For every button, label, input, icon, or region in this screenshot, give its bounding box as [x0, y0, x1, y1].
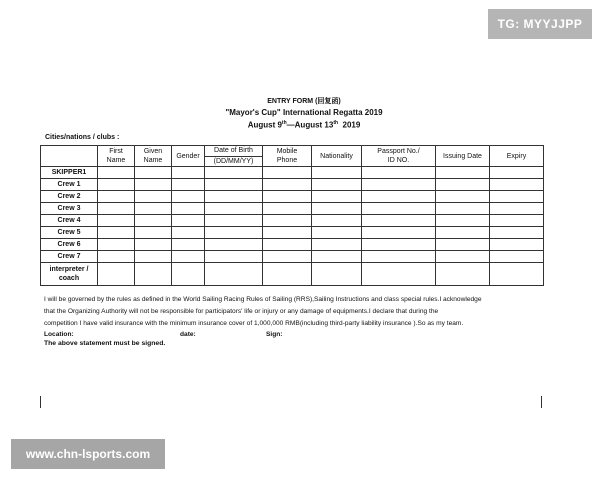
form-cell[interactable]	[205, 167, 263, 179]
form-cell[interactable]	[312, 251, 362, 263]
declaration-line: that the Organizing Authority will not be responsible for participators' life or injury or any damage of equipments.I declare that during the	[44, 307, 439, 315]
form-cell[interactable]	[205, 239, 263, 251]
table-row	[41, 167, 544, 179]
form-cell[interactable]	[135, 203, 172, 215]
form-cell[interactable]	[205, 251, 263, 263]
row-label: Crew 4	[41, 215, 98, 227]
form-cell[interactable]	[436, 203, 490, 215]
form-cell[interactable]	[436, 179, 490, 191]
table-row	[41, 263, 544, 286]
form-cell[interactable]	[205, 227, 263, 239]
header-blank	[41, 146, 98, 167]
form-cell[interactable]	[98, 167, 135, 179]
form-title: ENTRY FORM (回复函)	[267, 98, 341, 105]
form-cell[interactable]	[490, 239, 544, 251]
form-cell[interactable]	[135, 239, 172, 251]
form-cell[interactable]	[98, 203, 135, 215]
form-cell[interactable]	[263, 167, 312, 179]
form-cell[interactable]	[312, 203, 362, 215]
date-label: date:	[180, 331, 196, 338]
header-expiry: Expiry	[490, 146, 544, 167]
header-gender: Gender	[172, 146, 205, 167]
form-cell[interactable]	[205, 263, 263, 286]
declaration-line: competition I have valid insurance with the minimum insurance cover of 1,000,000 RMB(including third-party liability insurance ).So as my team.	[44, 319, 464, 327]
form-cell[interactable]	[135, 251, 172, 263]
form-cell[interactable]	[490, 215, 544, 227]
header-date-of-birth: Date of Birth (DD/MM/YY)	[205, 146, 263, 167]
form-cell[interactable]	[362, 227, 436, 239]
table-row	[41, 239, 544, 251]
form-cell[interactable]	[172, 179, 205, 191]
form-cell[interactable]	[312, 215, 362, 227]
form-cell[interactable]	[436, 215, 490, 227]
form-cell[interactable]	[135, 263, 172, 286]
form-cell[interactable]	[98, 239, 135, 251]
table-row	[41, 191, 544, 203]
form-cell[interactable]	[135, 179, 172, 191]
tg-watermark-badge: TG: MYYJJPP	[488, 9, 592, 39]
row-label-interpreter-coach: interpreter / coach	[41, 263, 98, 286]
table-row	[41, 179, 544, 191]
form-cell[interactable]	[436, 239, 490, 251]
form-cell[interactable]	[490, 167, 544, 179]
row-label: Crew 5	[41, 227, 98, 239]
form-cell[interactable]	[362, 263, 436, 286]
form-cell[interactable]	[263, 191, 312, 203]
page-edge-mark-right	[541, 396, 542, 408]
form-header	[40, 97, 568, 131]
date-end-suffix: th	[333, 120, 339, 126]
form-cell[interactable]	[362, 251, 436, 263]
form-cell[interactable]	[312, 179, 362, 191]
form-cell[interactable]	[205, 215, 263, 227]
form-cell[interactable]	[436, 191, 490, 203]
form-cell[interactable]	[98, 251, 135, 263]
form-cell[interactable]	[98, 191, 135, 203]
form-cell[interactable]	[172, 227, 205, 239]
form-cell[interactable]	[135, 227, 172, 239]
form-cell[interactable]	[135, 167, 172, 179]
form-cell[interactable]	[263, 263, 312, 286]
form-cell[interactable]	[490, 227, 544, 239]
form-cell[interactable]	[172, 167, 205, 179]
table-row	[41, 251, 544, 263]
table-row	[41, 215, 544, 227]
form-cell[interactable]	[312, 263, 362, 286]
row-label: Crew 7	[41, 251, 98, 263]
form-cell[interactable]	[263, 251, 312, 263]
row-label: Crew 1	[41, 179, 98, 191]
form-cell[interactable]	[172, 215, 205, 227]
form-cell[interactable]	[490, 251, 544, 263]
row-label: SKIPPER1	[41, 167, 98, 179]
form-cell[interactable]	[172, 251, 205, 263]
sign-label: Sign:	[266, 331, 283, 338]
form-cell[interactable]	[312, 227, 362, 239]
entry-table	[40, 145, 544, 286]
header-nationality: Nationality	[312, 146, 362, 167]
event-title: "Mayor's Cup" International Regatta 2019	[225, 108, 383, 117]
form-cell[interactable]	[312, 191, 362, 203]
form-cell[interactable]	[436, 167, 490, 179]
form-cell[interactable]	[362, 179, 436, 191]
form-cell[interactable]	[436, 263, 490, 286]
row-label: Crew 3	[41, 203, 98, 215]
page-edge-mark-left	[40, 396, 41, 408]
declaration-text	[44, 294, 542, 329]
form-cell[interactable]	[135, 191, 172, 203]
table-row	[41, 227, 544, 239]
table-row	[41, 203, 544, 215]
form-cell[interactable]	[135, 215, 172, 227]
date-dash: —	[286, 120, 295, 130]
table-header-row	[41, 146, 544, 167]
date-end: August 13	[294, 120, 334, 130]
header-passport: Passport No./ ID NO.	[362, 146, 436, 167]
form-cell[interactable]	[490, 203, 544, 215]
event-dates	[40, 118, 568, 131]
form-cell[interactable]	[362, 191, 436, 203]
row-label: Crew 2	[41, 191, 98, 203]
form-cell[interactable]	[263, 239, 312, 251]
date-year: 2019	[342, 120, 361, 130]
form-cell[interactable]	[172, 191, 205, 203]
form-cell[interactable]	[263, 179, 312, 191]
form-cell[interactable]	[98, 179, 135, 191]
form-cell[interactable]	[312, 239, 362, 251]
form-cell[interactable]	[172, 239, 205, 251]
form-cell[interactable]	[98, 227, 135, 239]
form-cell[interactable]	[362, 167, 436, 179]
form-cell[interactable]	[490, 179, 544, 191]
form-cell[interactable]	[436, 251, 490, 263]
form-cell[interactable]	[312, 167, 362, 179]
form-cell[interactable]	[172, 203, 205, 215]
form-cell[interactable]	[436, 227, 490, 239]
header-first-name: First Name	[98, 146, 135, 167]
form-cell[interactable]	[490, 263, 544, 286]
date-start-suffix: th	[281, 120, 287, 126]
cities-label: Cities/nations / clubs :	[45, 134, 120, 141]
form-cell[interactable]	[263, 215, 312, 227]
form-cell[interactable]	[362, 203, 436, 215]
header-mobile-phone: Mobile Phone	[263, 146, 312, 167]
form-cell[interactable]	[205, 179, 263, 191]
form-cell[interactable]	[205, 191, 263, 203]
form-cell[interactable]	[98, 263, 135, 286]
declaration-line: I will be governed by the rules as defined in the World Sailing Racing Rules of Sailing (RRS),Sailing Instructions and class special rules.I acknowledge	[44, 296, 482, 303]
header-given-name: Given Name	[135, 146, 172, 167]
row-label: Crew 6	[41, 239, 98, 251]
form-cell[interactable]	[263, 203, 312, 215]
form-cell[interactable]	[172, 263, 205, 286]
form-cell[interactable]	[205, 203, 263, 215]
site-watermark-badge: www.chn-lsports.com	[11, 439, 165, 469]
form-cell[interactable]	[98, 215, 135, 227]
location-label: Location:	[44, 331, 74, 338]
form-cell[interactable]	[263, 227, 312, 239]
date-start: August 9	[247, 120, 282, 130]
must-sign-note: The above statement must be signed.	[44, 340, 166, 347]
form-cell[interactable]	[362, 239, 436, 251]
header-issuing-date: Issuing Date	[436, 146, 490, 167]
form-cell[interactable]	[362, 215, 436, 227]
form-cell[interactable]	[490, 191, 544, 203]
